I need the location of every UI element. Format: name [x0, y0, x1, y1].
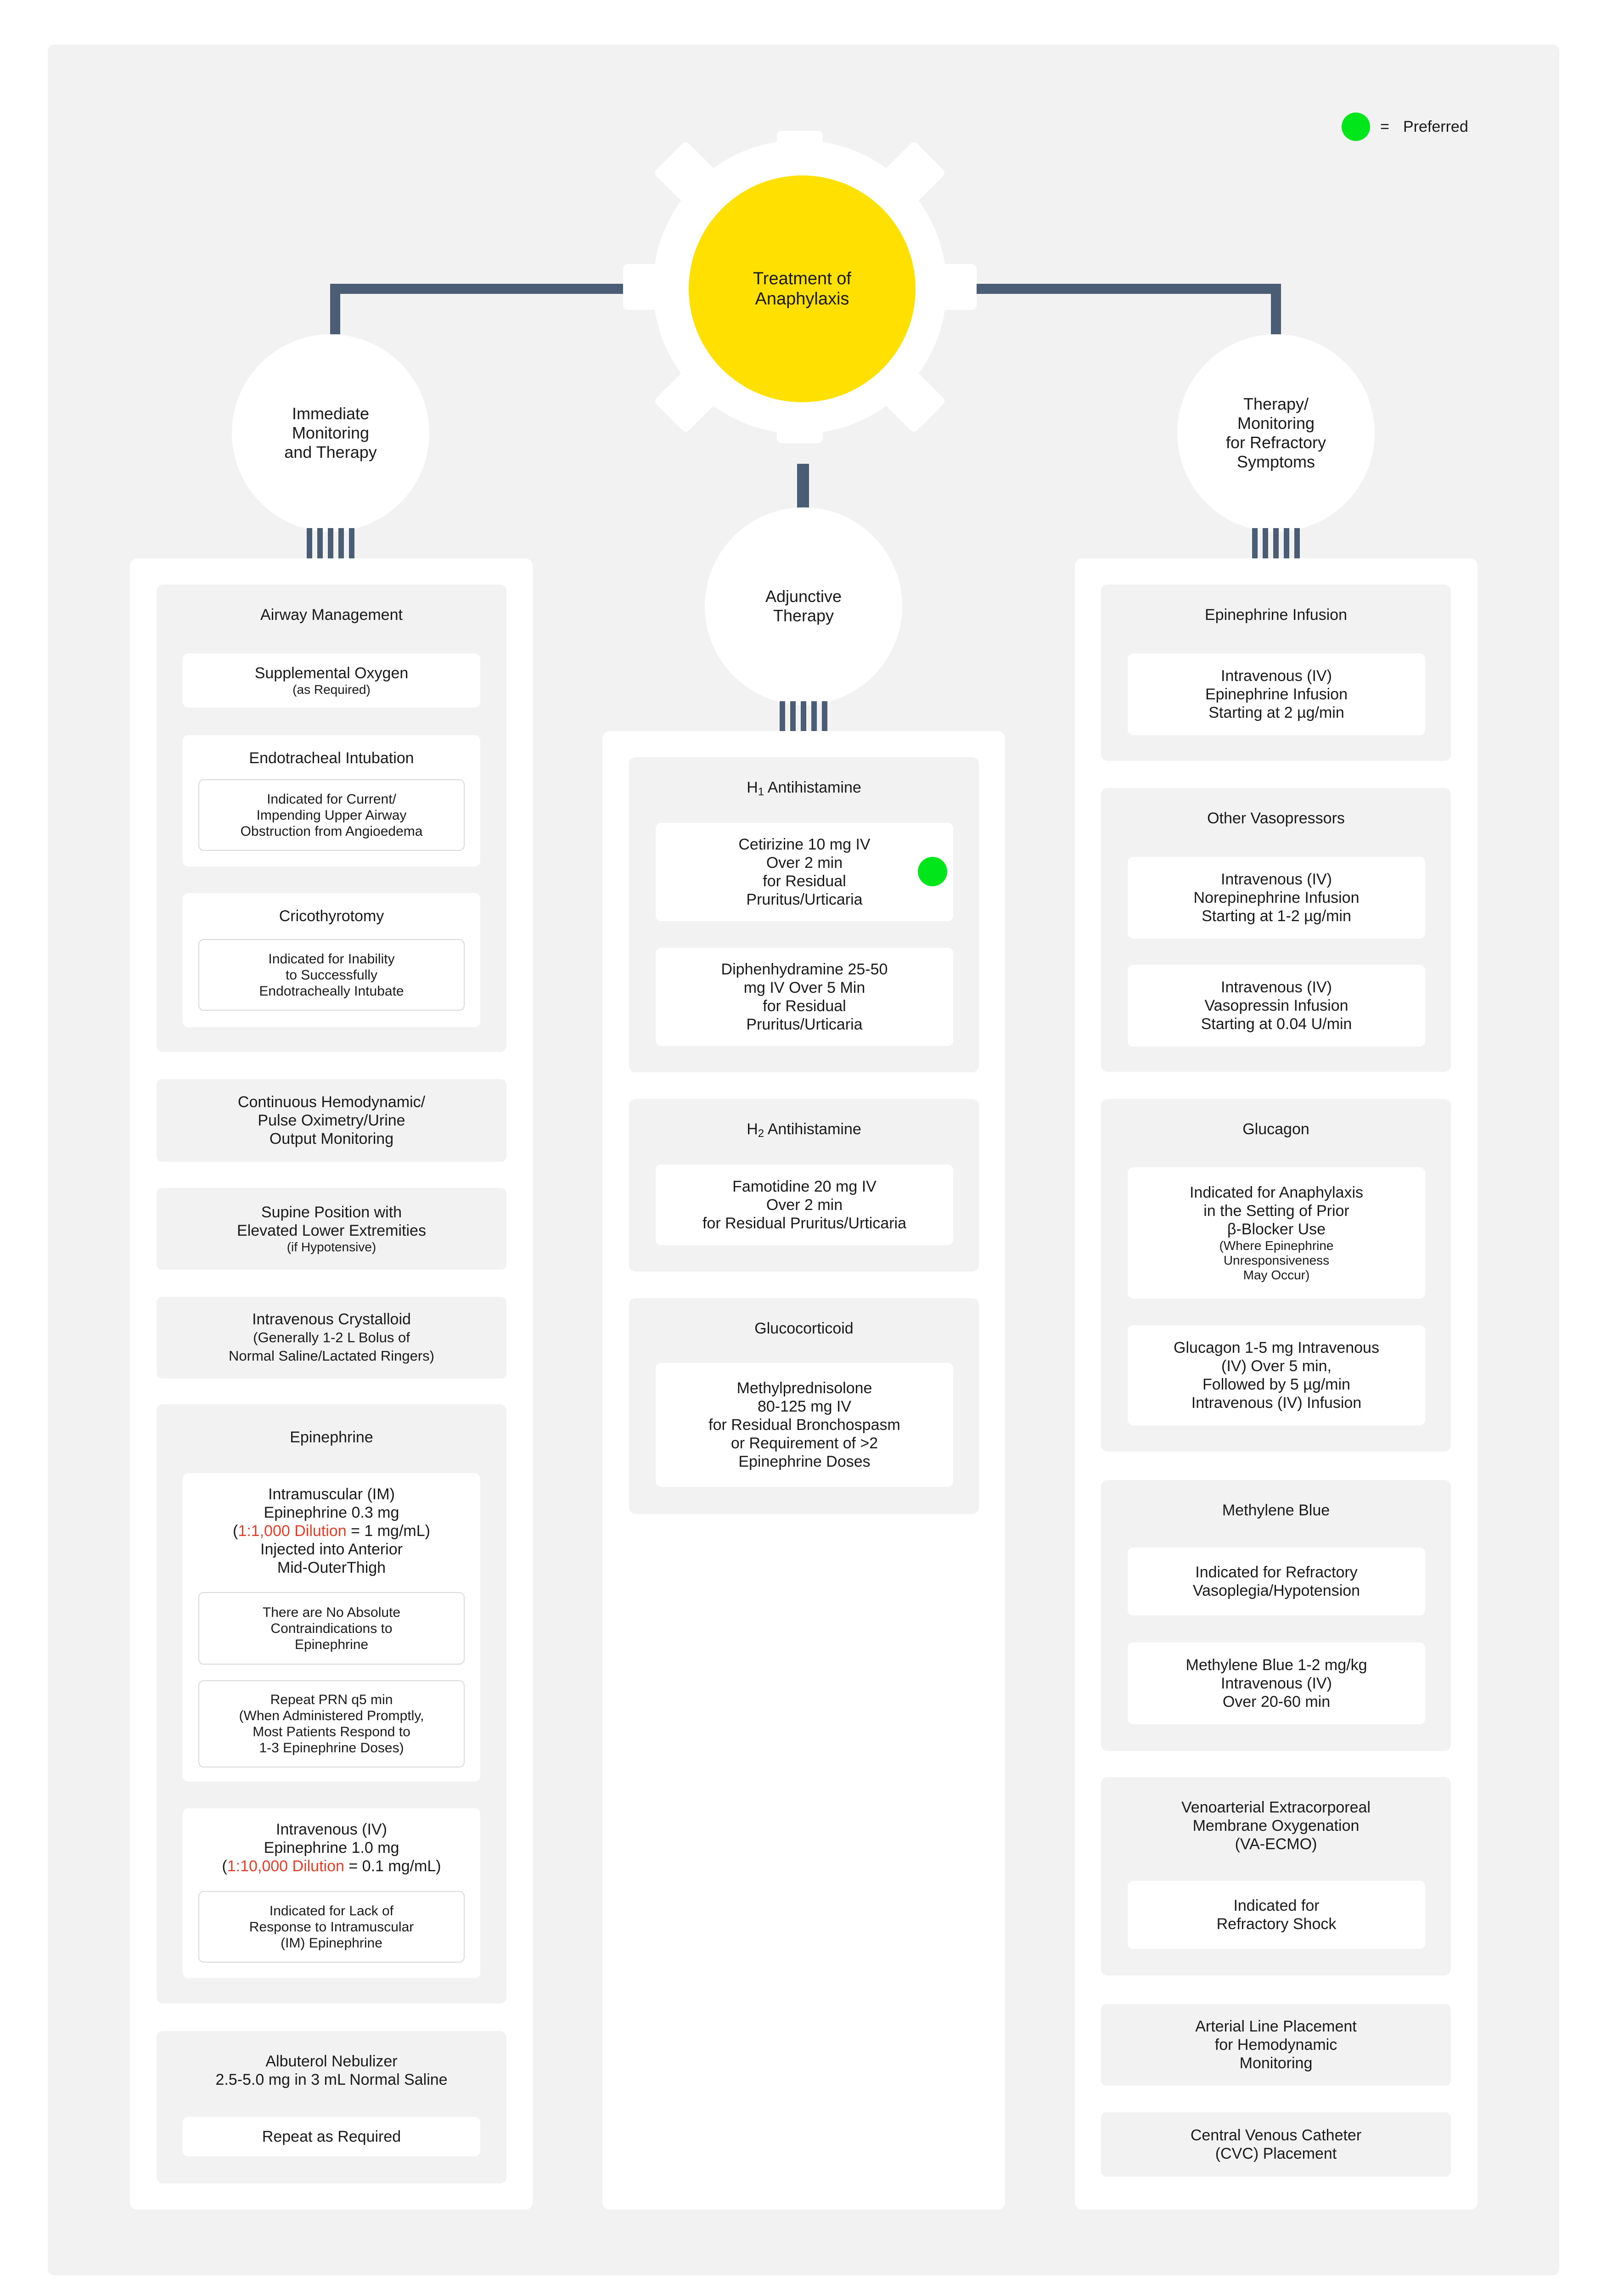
epi-infusion-line1: Intravenous (IV): [1221, 667, 1332, 685]
epi-iv-line2: Epinephrine 1.0 mg: [264, 1839, 399, 1857]
glucagon-ind-line3: β-Blocker Use: [1227, 1221, 1326, 1238]
epi-iv-line3-open: (: [222, 1857, 227, 1875]
vasopressors-title: Other Vasopressors: [1207, 810, 1345, 827]
diphenhydramine-card: [656, 948, 953, 1046]
methylpred-line5: Epinephrine Doses: [738, 1453, 871, 1470]
glucagon-dose-card: [1128, 1325, 1425, 1425]
ecmo-ind-line2: Refractory Shock: [1216, 1915, 1337, 1933]
glucagon-ind-line5: Unresponsiveness: [1223, 1253, 1330, 1267]
root-line2: Anaphylaxis: [755, 289, 849, 309]
glucagon-dose-line2: (IV) Over 5 min,: [1221, 1357, 1332, 1375]
methylpred-line4: or Requirement of >2: [730, 1435, 878, 1452]
methylpred-line2: 80-125 mg IV: [757, 1398, 852, 1415]
crico-note-line1: Indicated for Inability: [268, 951, 395, 967]
crico-note: [198, 939, 465, 1011]
h1-title: [629, 778, 979, 801]
hemodynamic-line1: Continuous Hemodynamic/: [237, 1093, 426, 1111]
glucagon-title: Glucagon: [1242, 1120, 1309, 1138]
epi-im-note-b-line4: 1-3 Epinephrine Doses): [259, 1740, 404, 1756]
arterial-line1: Arterial Line Placement: [1195, 2018, 1357, 2035]
famotidine-card: [656, 1165, 953, 1245]
cvc-section: [1101, 2112, 1451, 2177]
h2-title-post: Antihistamine: [764, 1120, 861, 1138]
albuterol-line1: Albuterol Nebulizer: [265, 2053, 398, 2070]
famotidine-line1: Famotidine 20 mg IV: [732, 1178, 877, 1195]
methylene-dose-card: [1128, 1643, 1425, 1724]
vasopressin-line1: Intravenous (IV): [1221, 979, 1332, 996]
diphenhydramine-line1: Diphenhydramine 25-50: [721, 961, 888, 978]
methylene-indication-card: [1128, 1548, 1425, 1615]
hemodynamic-section: [157, 1079, 506, 1162]
epi-im-note-a-line1: There are No Absolute: [262, 1604, 401, 1620]
arterial-line3: Monitoring: [1239, 2054, 1313, 2072]
epi-iv-note-line1: Indicated for Lack of: [269, 1903, 394, 1919]
col3-header-line4: Symptoms: [1236, 452, 1315, 471]
col3-header-circle: [1177, 334, 1375, 532]
epi-iv-line3: [222, 1857, 441, 1875]
diphenhydramine-line3: for Residual: [763, 997, 846, 1015]
epi-im-line2: Epinephrine 0.3 mg: [264, 1504, 399, 1521]
glucocorticoid-title: Glucocorticoid: [754, 1320, 854, 1337]
albuterol-section: [157, 2031, 506, 2183]
cetirizine-line1: Cetirizine 10 mg IV: [738, 836, 871, 853]
cetirizine-line3: for Residual: [763, 872, 846, 890]
crico-note-line2: to Successfully: [285, 967, 378, 983]
cetirizine-line4: Pruritus/Urticaria: [746, 891, 863, 908]
arterial-line-section: [1101, 2004, 1451, 2086]
col3-header-line1: Therapy/: [1243, 394, 1309, 413]
hemodynamic-line3: Output Monitoring: [269, 1130, 394, 1148]
albuterol-repeat-card: [183, 2117, 480, 2156]
epi-iv-line1: Intravenous (IV): [276, 1821, 387, 1838]
vasopressin-line3: Starting at 0.04 U/min: [1201, 1015, 1352, 1033]
epinephrine-title: Epinephrine: [290, 1429, 373, 1446]
col3-header-line2: Monitoring: [1237, 414, 1315, 433]
intubation-note-line1: Indicated for Current/: [267, 791, 396, 807]
vasopressin-card: [1128, 965, 1425, 1047]
epi-infusion-title: Epinephrine Infusion: [1204, 606, 1347, 624]
methylpred-line3: for Residual Bronchospasm: [708, 1416, 900, 1434]
methylene-dose-line3: Over 20-60 min: [1222, 1693, 1331, 1711]
col2-header-line1: Adjunctive: [765, 587, 842, 606]
cetirizine-line2: Over 2 min: [766, 854, 843, 872]
vasopressin-line2: Vasopressin Infusion: [1204, 997, 1349, 1014]
hemodynamic-line2: Pulse Oximetry/Urine: [258, 1112, 405, 1129]
glucagon-ind-line4: (Where Epinephrine: [1219, 1238, 1334, 1253]
epi-im-note-a: [198, 1592, 465, 1665]
ecmo-indication-card: [1128, 1881, 1425, 1949]
methylene-blue-title: Methylene Blue: [1222, 1502, 1330, 1519]
arterial-line2: for Hemodynamic: [1214, 2036, 1337, 2054]
intubation-note-line2: Impending Upper Airway: [256, 807, 407, 823]
methylprednisolone-card: [656, 1363, 953, 1487]
methylene-dose-line1: Methylene Blue 1-2 mg/kg: [1186, 1656, 1367, 1674]
crystalloid-section: [157, 1297, 506, 1379]
h2-title-pre: H: [747, 1120, 758, 1138]
supine-line2: Elevated Lower Extremities: [237, 1222, 426, 1239]
oxygen-line1: Supplemental Oxygen: [254, 664, 409, 682]
supine-section: [157, 1188, 506, 1270]
famotidine-line2: Over 2 min: [766, 1196, 843, 1214]
col1-header-circle: [232, 334, 429, 532]
preferred-legend-dot: [1342, 113, 1370, 141]
glucagon-indication-card: [1128, 1167, 1425, 1299]
cetirizine-card: [656, 823, 953, 921]
h2-title: [629, 1120, 979, 1143]
root-line1: Treatment of: [753, 269, 851, 288]
col1-header-line1: Immediate: [292, 404, 370, 423]
connector-center-vertical: [797, 464, 809, 510]
epi-im-line4: Injected into Anterior: [260, 1541, 403, 1558]
methylene-ind-line1: Indicated for Refractory: [1195, 1564, 1358, 1581]
epi-infusion-line3: Starting at 2 µg/min: [1208, 704, 1344, 721]
norepinephrine-line1: Intravenous (IV): [1221, 871, 1332, 888]
root-node: [689, 175, 916, 402]
epi-im-note-b-line1: Repeat PRN q5 min: [270, 1692, 393, 1707]
h1-title-post: Antihistamine: [764, 779, 861, 796]
cvc-line2: (CVC) Placement: [1215, 2145, 1337, 2162]
intubation-note: [198, 779, 465, 851]
preferred-dot-cetirizine: [918, 857, 947, 886]
glucagon-ind-line1: Indicated for Anaphylaxis: [1189, 1184, 1364, 1201]
col3-header-line3: for Refractory: [1225, 433, 1326, 452]
supine-line1: Supine Position with: [261, 1204, 402, 1221]
h1-title-sub: 1: [758, 786, 764, 798]
epi-im-note-b-line2: (When Administered Promptly,: [239, 1708, 424, 1723]
epi-infusion-line2: Epinephrine Infusion: [1205, 686, 1348, 703]
crico-note-line3: Endotracheally Intubate: [259, 983, 404, 999]
col1-comb-connector: [307, 528, 354, 558]
diphenhydramine-line2: mg IV Over 5 Min: [743, 979, 865, 996]
crico-title: Cricothyrotomy: [279, 907, 384, 925]
epi-infusion-card: [1128, 653, 1425, 735]
connector-left-horizontal: [330, 284, 629, 294]
connector-left-vertical: [330, 284, 340, 334]
intubation-title: Endotracheal Intubation: [249, 749, 414, 767]
norepinephrine-line2: Norepinephrine Infusion: [1193, 889, 1360, 906]
cvc-line1: Central Venous Catheter: [1190, 2127, 1362, 2144]
col1-header-line2: Monitoring: [292, 423, 370, 442]
methylpred-line1: Methylprednisolone: [736, 1379, 872, 1397]
glucagon-ind-line6: May Occur): [1243, 1268, 1310, 1282]
diphenhydramine-line4: Pruritus/Urticaria: [746, 1016, 863, 1033]
albuterol-line2: 2.5-5.0 mg in 3 mL Normal Saline: [215, 2071, 448, 2088]
epi-iv-note: [198, 1891, 465, 1963]
glucagon-dose-line4: Intravenous (IV) Infusion: [1191, 1394, 1362, 1412]
epi-im-note-a-line2: Contraindications to: [270, 1621, 393, 1636]
albuterol-repeat: Repeat as Required: [262, 2128, 401, 2145]
epi-im-line3-open: (: [233, 1522, 238, 1540]
col1-header-line3: and Therapy: [284, 443, 377, 461]
glucagon-ind-line2: in the Setting of Prior: [1203, 1202, 1349, 1220]
crystalloid-line1: Intravenous Crystalloid: [252, 1311, 411, 1328]
epi-im-note-b: [198, 1680, 465, 1767]
methylene-ind-line2: Vasoplegia/Hypotension: [1192, 1582, 1360, 1599]
epi-im-dilution: 1:1,000 Dilution: [238, 1522, 347, 1540]
h2-title-sub: 2: [758, 1127, 764, 1140]
epi-im-line3: [233, 1522, 430, 1540]
col2-comb-connector: [780, 701, 827, 732]
epi-iv-note-line3: (IM) Epinephrine: [281, 1935, 382, 1951]
epi-im-note-b-line3: Most Patients Respond to: [253, 1724, 410, 1739]
epi-im-line5: Mid-OuterThigh: [277, 1559, 386, 1576]
crystalloid-line2: (Generally 1-2 L Bolus of: [253, 1329, 410, 1345]
norepinephrine-line3: Starting at 1-2 µg/min: [1202, 907, 1351, 925]
epi-im-line3-rest: = 1 mg/mL): [346, 1522, 430, 1540]
epi-im-note-a-line3: Epinephrine: [294, 1637, 369, 1652]
legend-separator: =: [1380, 118, 1389, 135]
methylene-dose-line2: Intravenous (IV): [1221, 1675, 1332, 1692]
col2-header-line2: Therapy: [773, 606, 834, 625]
ecmo-line1: Venoarterial Extracorporeal: [1181, 1799, 1371, 1816]
epi-iv-note-line2: Response to Intramuscular: [249, 1919, 414, 1935]
famotidine-line3: for Residual Pruritus/Urticaria: [702, 1215, 907, 1232]
crystalloid-line3: Normal Saline/Lactated Ringers): [229, 1348, 434, 1364]
h1-title-pre: H: [747, 779, 758, 796]
glucagon-dose-line1: Glucagon 1-5 mg Intravenous: [1174, 1339, 1379, 1356]
intubation-note-line3: Obstruction from Angioedema: [240, 823, 423, 839]
connector-right-vertical: [1271, 284, 1281, 334]
glucagon-dose-line3: Followed by 5 µg/min: [1202, 1376, 1350, 1393]
epi-im-line1: Intramuscular (IM): [268, 1486, 395, 1503]
airway-title: Airway Management: [260, 606, 403, 624]
supine-line3: (if Hypotensive): [287, 1240, 376, 1254]
oxygen-line2: (as Required): [292, 682, 371, 697]
norepinephrine-card: [1128, 857, 1425, 939]
col2-header-circle: [705, 507, 902, 705]
connector-right-horizontal: [975, 284, 1281, 294]
epi-iv-line3-rest: = 0.1 mg/mL): [344, 1857, 441, 1875]
ecmo-line3: (VA-ECMO): [1235, 1835, 1317, 1853]
col3-comb-connector: [1252, 528, 1300, 558]
ecmo-ind-line1: Indicated for: [1233, 1897, 1320, 1914]
oxygen-card: [183, 653, 480, 708]
legend-label: Preferred: [1403, 118, 1468, 135]
ecmo-line2: Membrane Oxygenation: [1192, 1817, 1360, 1835]
epi-iv-dilution: 1:10,000 Dilution: [227, 1857, 344, 1875]
